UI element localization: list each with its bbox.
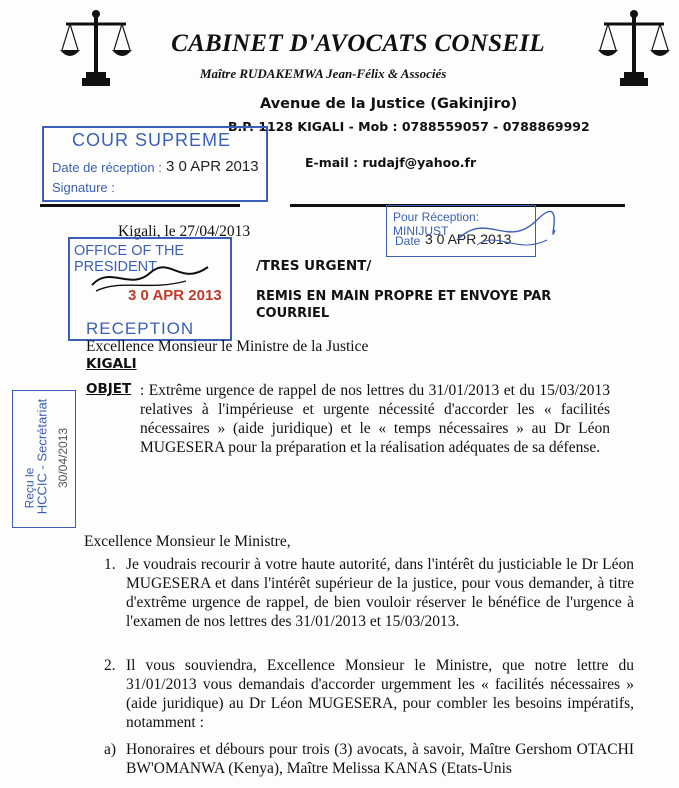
urgent-label: /TRES URGENT/ [256,258,372,274]
firm-name: CABINET D'AVOCATS CONSEIL [171,30,545,57]
stamp-date-value: 3 0 APR 2013 [425,231,512,247]
stamp-title: Pour Réception: MINIJUST [393,210,480,238]
hccic-stamp [12,390,76,528]
recipient-city: KIGALI [86,356,137,372]
paragraph-text: Je voudrais recourir à votre haute autorité, dans l'intérêt du justiciable le Dr Léon MUGESERA et dans l'intérêt supérieur de la justice, pour vous demander, à titre d'extrême urgence de rappel, de bien vouloir réserver le bénéfice de l'urgence à l'examen de nos lettres des 31/01/2013 et 15/03/2013. [126,556,634,630]
paragraph-number: 1. [104,556,116,573]
signature-scribble [447,200,557,260]
firm-po-box-phone: B.P. 1128 KIGALI - Mob : 0788559057 - 0788869992 [228,119,590,134]
firm-partners: Maître RUDAKEMWA Jean-Félix & Associés [200,66,447,81]
stamp-line1: HCCIC - Secrétariat [34,398,50,515]
stamp-date-value: 3 0 APR 2013 [128,287,222,304]
minijust-stamp [386,205,536,257]
stamp-footer: RECEPTION [86,319,195,338]
cour-supreme-stamp [42,126,268,202]
salutation: Excellence Monsieur le Ministre, [84,533,291,550]
delivery-label: REMIS EN MAIN PROPRE ET ENVOYE PAR COURRIEL [256,289,552,321]
place-date: Kigali, le 27/04/2013 [118,223,251,240]
sub-item-text: Honoraires et débours pour trois (3) avocats, à savoir, Maître Gershom OTACHI BW'OMANWA (Kenya), Maître Melissa KANAS (Etats-Unis [126,741,634,777]
stamp-title: COUR SUPREME [72,130,232,150]
firm-email: E-mail : rudajf@yahoo.fr [305,155,477,170]
stamp-date-label: Date [395,234,421,248]
stamp-date-value: 3 0 APR 2013 [166,158,259,175]
scales-of-justice-icon [598,8,670,90]
recipient: Excellence Monsieur le Ministre de la Justice [86,338,369,355]
objet-label: OBJET [86,381,132,397]
objet-text: : Extrême urgence de rappel de nos lettres du 31/01/2013 et du 15/03/2013 relatives à l'impérieuse et urgente nécessité d'accorder les « facilités nécessaires » (aide juridique) et le « temps nécessaires » au Dr Léon MUGESERA pour la préparation et la réalisation adéquates de sa défense. [140,382,610,456]
stamp-date-label: Date de réception : [52,160,162,175]
paragraph-text: Il vous souviendra, Excellence Monsieur le Ministre, que notre lettre du 31/01/2013 vous demandais d'accorder urgemment les « facilités nécessaires » (aide juridique) au Dr Léon MUGESERA, pour combler les besoins impératifs, notamment : [126,657,634,731]
scales-of-justice-icon [60,8,132,90]
firm-address: Avenue de la Justice (Gakinjiro) [260,96,518,112]
stamp-title: OFFICE OF THE PRESIDENT [74,243,185,275]
paragraph-number: 2. [104,657,116,674]
stamp-signature-label: Signature : [52,180,115,195]
header-divider [40,204,240,207]
stamp-date-value: 30/04/2013 [56,427,70,488]
stamp-line2: Reçu le [22,467,37,509]
office-president-stamp [68,237,232,341]
sub-item-label: a) [104,741,117,758]
signature-scribble [90,261,210,295]
